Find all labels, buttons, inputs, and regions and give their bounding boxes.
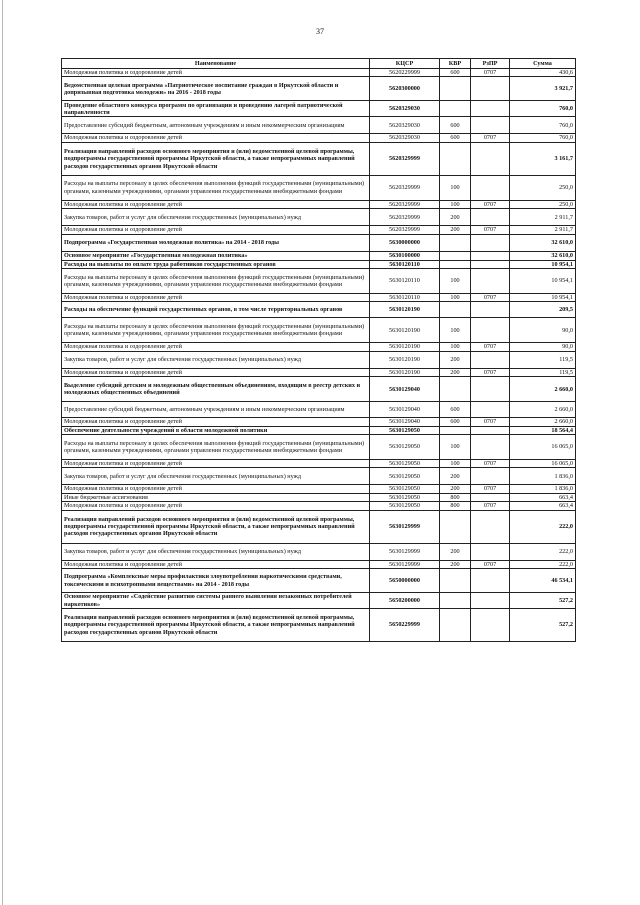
cell-rzpr	[471, 493, 510, 501]
cell-name: Иные бюджетные ассигнования	[62, 493, 370, 501]
cell-kcsr: 5630120110	[370, 269, 440, 294]
cell-rzpr	[471, 260, 510, 268]
cell-sum: 119,5	[510, 368, 576, 376]
table-row	[62, 226, 576, 234]
cell-sum: 10 954,1	[510, 294, 576, 302]
table-row	[62, 175, 576, 200]
cell-sum: 250,0	[510, 175, 576, 200]
cell-kcsr: 5620329030	[370, 101, 440, 117]
cell-kvr	[440, 426, 471, 434]
header-kvr: КВР	[440, 59, 471, 69]
cell-name: Основное мероприятие «Содействие развитию системы раннего выявления незаконных потребителей наркотиков»	[62, 593, 370, 609]
cell-name: Реализация направлений расходов основного мероприятия и (или) ведомственной целевой программы, подпрограммы государственной программы Иркутской области, а также непрограммных направлений расходов государственных органов Иркутской области	[62, 609, 370, 642]
cell-sum: 760,0	[510, 134, 576, 142]
cell-sum: 10 954,1	[510, 269, 576, 294]
table-row	[62, 101, 576, 117]
cell-rzpr: 0707	[471, 343, 510, 351]
cell-sum: 527,2	[510, 593, 576, 609]
cell-kvr: 100	[440, 175, 471, 200]
cell-name: Расходы на выплаты персоналу в целях обеспечения выполнения функций государственными (муниципальными) органами, казенными учреждениями, органами управления государственными внебюджетными фондами	[62, 435, 370, 460]
cell-sum: 2 660,0	[510, 402, 576, 418]
cell-kcsr: 5630000000	[370, 234, 440, 251]
cell-sum: 663,4	[510, 493, 576, 501]
cell-sum: 119,5	[510, 351, 576, 368]
header-rzpr: РзПР	[471, 59, 510, 69]
cell-kcsr: 5630100000	[370, 251, 440, 260]
cell-rzpr	[471, 510, 510, 543]
cell-kcsr: 5620229999	[370, 69, 440, 77]
table-row	[62, 200, 576, 208]
cell-name: Расходы на обеспечение функций государственных органов, в том числе территориальных органов	[62, 302, 370, 318]
cell-kcsr: 5630129999	[370, 510, 440, 543]
table-row	[62, 493, 576, 501]
cell-sum: 90,0	[510, 343, 576, 351]
cell-sum: 10 954,1	[510, 260, 576, 268]
cell-rzpr	[471, 569, 510, 593]
cell-kvr: 200	[440, 543, 471, 560]
cell-rzpr	[471, 543, 510, 560]
page-number: 37	[316, 27, 324, 36]
cell-sum: 527,2	[510, 609, 576, 642]
cell-kvr: 200	[440, 351, 471, 368]
table-row	[62, 435, 576, 460]
cell-rzpr: 0707	[471, 200, 510, 208]
cell-kvr	[440, 510, 471, 543]
table-row	[62, 510, 576, 543]
cell-name: Закупка товаров, работ и услуг для обеспечения государственных (муниципальных) нужд	[62, 543, 370, 560]
cell-kvr	[440, 569, 471, 593]
table-row	[62, 460, 576, 468]
table-row	[62, 269, 576, 294]
cell-kvr: 600	[440, 69, 471, 77]
cell-kvr: 800	[440, 493, 471, 501]
cell-kcsr: 5630120110	[370, 260, 440, 268]
table-row	[62, 402, 576, 418]
cell-kcsr: 5630120190	[370, 302, 440, 318]
cell-kcsr: 5630120190	[370, 351, 440, 368]
cell-rzpr	[471, 251, 510, 260]
cell-name: Молодежная политика и оздоровление детей	[62, 226, 370, 234]
cell-rzpr: 0707	[471, 69, 510, 77]
cell-rzpr: 0707	[471, 560, 510, 568]
table-row	[62, 426, 576, 434]
cell-sum: 250,0	[510, 200, 576, 208]
cell-name: Проведение областного конкурса программ по организации и проведению лагерей патриотической направленности	[62, 101, 370, 117]
header-sum: Сумма	[510, 59, 576, 69]
cell-kvr: 100	[440, 318, 471, 343]
cell-rzpr: 0707	[471, 502, 510, 510]
cell-rzpr	[471, 209, 510, 226]
cell-rzpr: 0707	[471, 368, 510, 376]
cell-name: Молодежная политика и оздоровление детей	[62, 418, 370, 426]
cell-kcsr: 5650000000	[370, 569, 440, 593]
cell-kvr	[440, 609, 471, 642]
cell-sum: 3 921,7	[510, 77, 576, 101]
cell-name: Молодежная политика и оздоровление детей	[62, 134, 370, 142]
cell-kvr: 100	[440, 435, 471, 460]
cell-rzpr	[471, 351, 510, 368]
cell-kvr: 100	[440, 294, 471, 302]
cell-name: Обеспечение деятельности учреждений в области молодежной политики	[62, 426, 370, 434]
cell-rzpr: 0707	[471, 134, 510, 142]
cell-sum: 18 564,4	[510, 426, 576, 434]
table-row	[62, 251, 576, 260]
table-row	[62, 560, 576, 568]
cell-name: Молодежная политика и оздоровление детей	[62, 343, 370, 351]
cell-name: Реализация направлений расходов основного мероприятия и (или) ведомственной целевой программы, подпрограммы государственной программы Иркутской области, а также непрограммных направлений расходов государственных органов Иркутской области	[62, 142, 370, 175]
cell-kcsr: 5620329999	[370, 175, 440, 200]
cell-kvr: 200	[440, 209, 471, 226]
cell-sum: 1 836,0	[510, 468, 576, 485]
table-row	[62, 318, 576, 343]
cell-kvr	[440, 101, 471, 117]
table-row	[62, 593, 576, 609]
cell-rzpr	[471, 234, 510, 251]
table-row	[62, 294, 576, 302]
cell-kcsr: 5630129050	[370, 502, 440, 510]
table-row	[62, 468, 576, 485]
cell-name: Молодежная политика и оздоровление детей	[62, 69, 370, 77]
cell-rzpr: 0707	[471, 294, 510, 302]
cell-name: Закупка товаров, работ и услуг для обеспечения государственных (муниципальных) нужд	[62, 468, 370, 485]
cell-name: Подпрограмма «Комплексные меры профилактики злоупотребления наркотическими средствами, токсическими и психотропными веществами» на 2014 - 2018 годы	[62, 569, 370, 593]
cell-kcsr: 5620329030	[370, 117, 440, 134]
table-row	[62, 117, 576, 134]
cell-kvr	[440, 77, 471, 101]
cell-sum: 663,4	[510, 502, 576, 510]
cell-rzpr	[471, 142, 510, 175]
cell-rzpr	[471, 77, 510, 101]
table-row	[62, 209, 576, 226]
cell-rzpr: 0707	[471, 485, 510, 493]
cell-kcsr: 5620329999	[370, 200, 440, 208]
cell-rzpr	[471, 402, 510, 418]
cell-kvr: 200	[440, 560, 471, 568]
cell-kcsr: 5630120190	[370, 318, 440, 343]
cell-rzpr: 0707	[471, 226, 510, 234]
cell-kvr	[440, 234, 471, 251]
cell-kcsr: 5620329999	[370, 226, 440, 234]
scan-edge-line	[2, 0, 3, 905]
cell-kvr	[440, 251, 471, 260]
cell-kvr: 600	[440, 402, 471, 418]
cell-kcsr: 5630129050	[370, 426, 440, 434]
cell-kcsr: 5630120110	[370, 294, 440, 302]
cell-rzpr	[471, 435, 510, 460]
cell-sum: 32 610,0	[510, 251, 576, 260]
cell-name: Молодежная политика и оздоровление детей	[62, 460, 370, 468]
cell-sum: 2 911,7	[510, 226, 576, 234]
cell-kcsr: 5630129040	[370, 418, 440, 426]
cell-name: Молодежная политика и оздоровление детей	[62, 502, 370, 510]
table-row	[62, 134, 576, 142]
cell-rzpr: 0707	[471, 460, 510, 468]
cell-kcsr: 5650229999	[370, 609, 440, 642]
cell-sum: 16 065,0	[510, 460, 576, 468]
budget-table	[61, 58, 576, 642]
cell-sum: 3 161,7	[510, 142, 576, 175]
cell-kvr	[440, 377, 471, 402]
cell-kcsr: 5630129050	[370, 493, 440, 501]
cell-kcsr: 5630120190	[370, 368, 440, 376]
cell-kcsr: 5630129040	[370, 377, 440, 402]
cell-sum: 2 660,0	[510, 418, 576, 426]
table-row	[62, 234, 576, 251]
cell-sum: 222,0	[510, 510, 576, 543]
cell-name: Расходы на выплаты по оплате труда работников государственных органов	[62, 260, 370, 268]
header-name: Наименование	[62, 59, 370, 69]
header-kcsr: КЦСР	[370, 59, 440, 69]
cell-sum: 46 534,1	[510, 569, 576, 593]
cell-kcsr: 5650200000	[370, 593, 440, 609]
cell-rzpr	[471, 318, 510, 343]
cell-kvr	[440, 302, 471, 318]
cell-rzpr	[471, 609, 510, 642]
cell-sum: 2 660,0	[510, 377, 576, 402]
cell-kvr: 100	[440, 460, 471, 468]
cell-name: Подпрограмма «Государственная молодежная политика» на 2014 - 2018 годы	[62, 234, 370, 251]
cell-sum: 90,0	[510, 318, 576, 343]
table-row	[62, 351, 576, 368]
cell-kcsr: 5620329999	[370, 209, 440, 226]
cell-kcsr: 5630129040	[370, 402, 440, 418]
cell-kvr: 600	[440, 418, 471, 426]
cell-kvr	[440, 593, 471, 609]
cell-kcsr: 5630129999	[370, 560, 440, 568]
cell-sum: 209,5	[510, 302, 576, 318]
table-row	[62, 368, 576, 376]
table-row	[62, 502, 576, 510]
cell-sum: 222,0	[510, 560, 576, 568]
cell-rzpr: 0707	[471, 418, 510, 426]
cell-name: Основное мероприятие «Государственная молодежная политика»	[62, 251, 370, 260]
cell-kvr: 800	[440, 502, 471, 510]
cell-rzpr	[471, 593, 510, 609]
cell-name: Расходы на выплаты персоналу в целях обеспечения выполнения функций государственными (муниципальными) органами, казенными учреждениями, органами управления государственными внебюджетными фондами	[62, 269, 370, 294]
cell-name: Закупка товаров, работ и услуг для обеспечения государственных (муниципальных) нужд	[62, 351, 370, 368]
table-row	[62, 543, 576, 560]
cell-rzpr	[471, 426, 510, 434]
cell-kvr: 100	[440, 269, 471, 294]
cell-name: Предоставление субсидий бюджетным, автономным учреждениям и иным некоммерческим организациям	[62, 117, 370, 134]
cell-kvr	[440, 260, 471, 268]
cell-rzpr	[471, 302, 510, 318]
cell-kcsr: 5630129050	[370, 485, 440, 493]
table-row	[62, 343, 576, 351]
table-row	[62, 77, 576, 101]
cell-kcsr: 5620329999	[370, 142, 440, 175]
table-row	[62, 260, 576, 268]
cell-kvr: 600	[440, 134, 471, 142]
cell-name: Молодежная политика и оздоровление детей	[62, 368, 370, 376]
cell-kcsr: 5630129050	[370, 435, 440, 460]
cell-rzpr	[471, 117, 510, 134]
cell-sum: 430,6	[510, 69, 576, 77]
cell-name: Молодежная политика и оздоровление детей	[62, 560, 370, 568]
cell-sum: 1 836,0	[510, 485, 576, 493]
cell-rzpr	[471, 269, 510, 294]
table-header-row	[62, 59, 576, 69]
cell-kvr: 200	[440, 368, 471, 376]
cell-rzpr	[471, 468, 510, 485]
cell-name: Расходы на выплаты персоналу в целях обеспечения выполнения функций государственными (муниципальными) органами, казенными учреждениями, органами управления государственными внебюджетными фондами	[62, 175, 370, 200]
cell-sum: 760,0	[510, 101, 576, 117]
cell-kvr: 200	[440, 485, 471, 493]
cell-kvr: 100	[440, 343, 471, 351]
cell-name: Выделение субсидий детским и молодежным общественным объединениям, входящим в реестр детских и молодежных общественных объединений	[62, 377, 370, 402]
table-row	[62, 142, 576, 175]
cell-name: Закупка товаров, работ и услуг для обеспечения государственных (муниципальных) нужд	[62, 209, 370, 226]
cell-kcsr: 5630129999	[370, 543, 440, 560]
cell-rzpr	[471, 377, 510, 402]
cell-sum: 2 911,7	[510, 209, 576, 226]
cell-kcsr: 5620329030	[370, 134, 440, 142]
cell-name: Реализация направлений расходов основного мероприятия и (или) ведомственной целевой программы, подпрограммы государственной программы Иркутской области, а также непрограммных направлений расходов государственных органов Иркутской области	[62, 510, 370, 543]
cell-name: Предоставление субсидий бюджетным, автономным учреждениям и иным некоммерческим организациям	[62, 402, 370, 418]
cell-sum: 222,0	[510, 543, 576, 560]
table-row	[62, 418, 576, 426]
cell-sum: 760,0	[510, 117, 576, 134]
table-row	[62, 569, 576, 593]
cell-rzpr	[471, 101, 510, 117]
cell-kvr: 100	[440, 200, 471, 208]
table-row	[62, 609, 576, 642]
table-row	[62, 485, 576, 493]
cell-kvr	[440, 142, 471, 175]
cell-name: Молодежная политика и оздоровление детей	[62, 200, 370, 208]
cell-sum: 16 065,0	[510, 435, 576, 460]
cell-kcsr: 5630129050	[370, 460, 440, 468]
cell-name: Молодежная политика и оздоровление детей	[62, 294, 370, 302]
cell-kcsr: 5630129050	[370, 468, 440, 485]
cell-kvr: 200	[440, 468, 471, 485]
cell-rzpr	[471, 175, 510, 200]
cell-name: Молодежная политика и оздоровление детей	[62, 485, 370, 493]
cell-name: Ведомственная целевая программа «Патриотическое воспитание граждан в Иркутской области и допризывная подготовка молодежи» на 2016 - 2018 годы	[62, 77, 370, 101]
cell-kcsr: 5620300000	[370, 77, 440, 101]
cell-kvr: 600	[440, 117, 471, 134]
cell-name: Расходы на выплаты персоналу в целях обеспечения выполнения функций государственными (муниципальными) органами, казенными учреждениями, органами управления государственными внебюджетными фондами	[62, 318, 370, 343]
table-row	[62, 377, 576, 402]
cell-kvr: 200	[440, 226, 471, 234]
table-row	[62, 302, 576, 318]
cell-sum: 32 610,0	[510, 234, 576, 251]
cell-kcsr: 5630120190	[370, 343, 440, 351]
table-row	[62, 69, 576, 77]
